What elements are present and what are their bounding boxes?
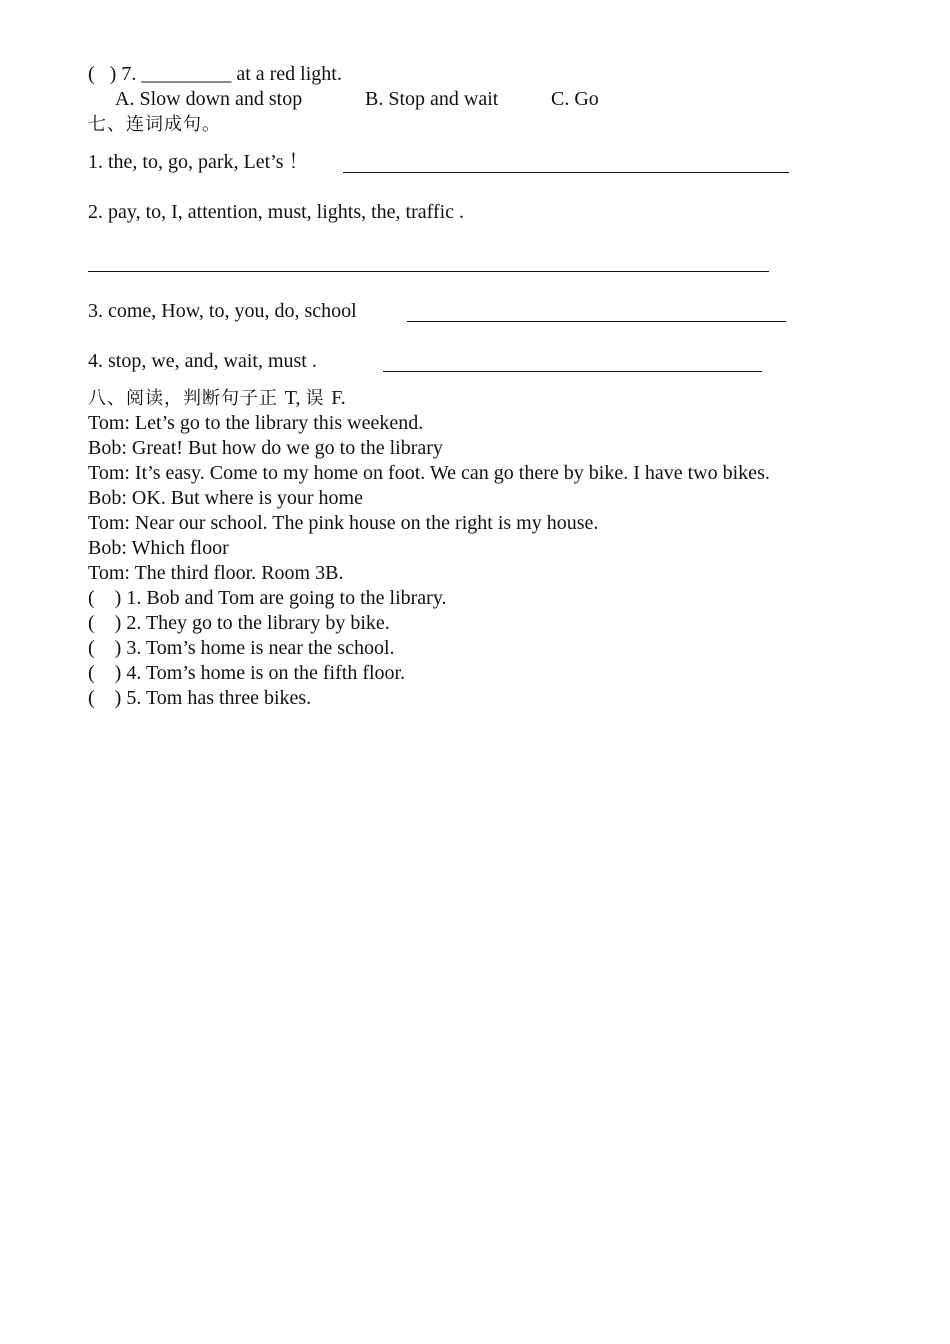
question-7-blank: _________ — [141, 63, 232, 85]
section-8-heading-t: T, — [284, 387, 306, 409]
dialogue-line: Bob: Which floor — [88, 537, 229, 559]
section-8-heading-f: F. — [331, 387, 346, 409]
section-8-heading — [88, 386, 346, 411]
item-1-text: 1. the, to, go, park, Let’s ！ — [88, 151, 309, 173]
dialogue-line: Bob: OK. But where is your home — [88, 487, 363, 509]
question-7-stem-rest: at a red light. — [231, 63, 342, 85]
true-false-statement[interactable]: ( ) 5. Tom has three bikes. — [88, 687, 312, 709]
section-7-item-4: 4. stop, we, and, wait, must . — [88, 350, 317, 372]
item-3-answer-line[interactable] — [407, 303, 786, 322]
section-7-heading: 七、连词成句。 — [88, 114, 221, 135]
item-2-answer-line[interactable] — [88, 253, 769, 272]
true-false-statement[interactable]: ( ) 3. Tom’s home is near the school. — [88, 637, 395, 659]
dialogue-line: Bob: Great! But how do we go to the library — [88, 437, 443, 459]
dialogue-line: Tom: It’s easy. Come to my home on foot. We can go there by bike. I have two bikes. — [88, 462, 770, 484]
section-7-item-2: 2. pay, to, I, attention, must, lights, the, traffic . — [88, 201, 465, 223]
section-8-heading-cn2: 误 — [305, 388, 332, 409]
dialogue-line: Tom: The third floor. Room 3B. — [88, 562, 344, 584]
section-7-item-1 — [88, 150, 309, 175]
true-false-statement[interactable]: ( ) 1. Bob and Tom are going to the library. — [88, 587, 447, 609]
question-7-paren: ( ) 7. — [88, 63, 142, 85]
section-8-heading-cn: 八、阅读，判断句子正 — [88, 388, 285, 409]
item-4-answer-line[interactable] — [383, 353, 762, 372]
dialogue-line: Tom: Near our school. The pink house on the right is my house. — [88, 512, 599, 534]
item-1-answer-line[interactable] — [343, 154, 789, 173]
question-7-stem — [88, 62, 342, 87]
question-7-option-a: A. Slow down and stop — [115, 88, 303, 110]
question-7-option-c: C. Go — [551, 88, 599, 110]
true-false-statement[interactable]: ( ) 4. Tom’s home is on the fifth floor. — [88, 662, 406, 684]
dialogue-line: Tom: Let’s go to the library this weekend. — [88, 412, 424, 434]
question-7-option-b: B. Stop and wait — [365, 88, 499, 110]
true-false-statement[interactable]: ( ) 2. They go to the library by bike. — [88, 612, 390, 634]
section-7-item-3: 3. come, How, to, you, do, school — [88, 300, 357, 322]
